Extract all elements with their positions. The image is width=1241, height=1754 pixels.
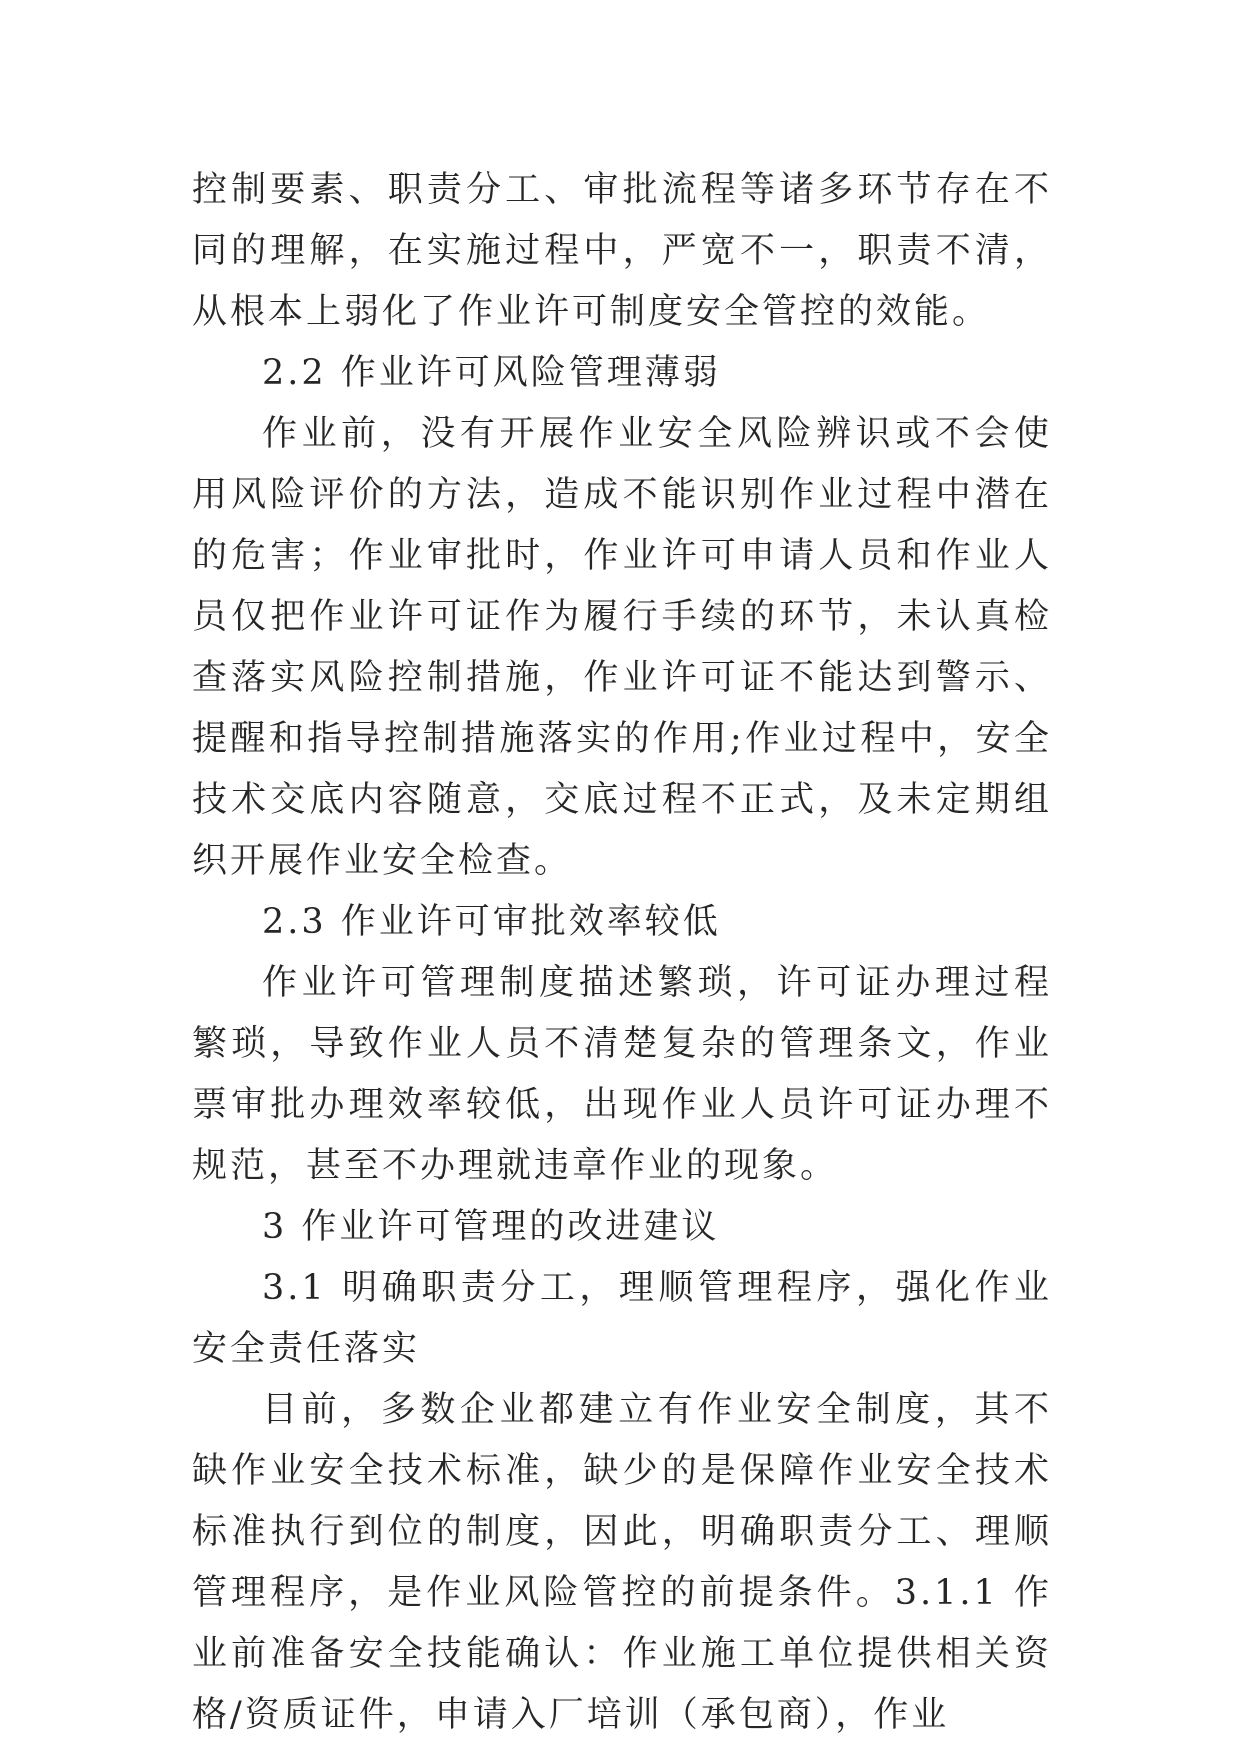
section-heading-2-2: 2.2 作业许可风险管理薄弱 [262, 353, 721, 393]
paragraph-risk-management: 作业前，没有开展作业安全风险辨识或不会使用风险评价的方法，造成不能识别作业过程中潜在的危害；作业审批时，作业许可申请人员和作业人员仅把作业许可证作为履行手续的环节，未认真检查落实风险控制措施，作业许可证不能达到警示、提醒和指导控制措施落实的作用;作业过程中，安全技术交底内容随意，交底过程不正式，及未定期组织开展作业安全检查。 [192, 414, 1052, 881]
section-heading-2-3: 2.3 作业许可审批效率较低 [262, 902, 721, 942]
paragraph-continuation: 控制要素、职责分工、审批流程等诸多环节存在不同的理解，在实施过程中，严宽不一，职责不清，从根本上弱化了作业许可制度安全管控的效能。 [192, 170, 1052, 332]
document-body [192, 160, 1052, 1746]
section-heading-3: 3 作业许可管理的改进建议 [262, 1207, 720, 1247]
section-heading-3-1: 3.1 明确职责分工，理顺管理程序，强化作业安全责任落实 [192, 1268, 1052, 1369]
paragraph-approval-efficiency: 作业许可管理制度描述繁琐，许可证办理过程繁琐，导致作业人员不清楚复杂的管理条文，作业票审批办理效率较低，出现作业人员许可证办理不规范，甚至不办理就违章作业的现象。 [192, 963, 1052, 1186]
paragraph-responsibility: 目前，多数企业都建立有作业安全制度，其不缺作业安全技术标准，缺少的是保障作业安全技术标准执行到位的制度，因此，明确职责分工、理顺管理程序，是作业风险管控的前提条件。3.1.1 作业前准备安全技能确认：作业施工单位提供相关资格/资质证件，申请入厂培训（承包商），作业 [192, 1390, 1052, 1735]
